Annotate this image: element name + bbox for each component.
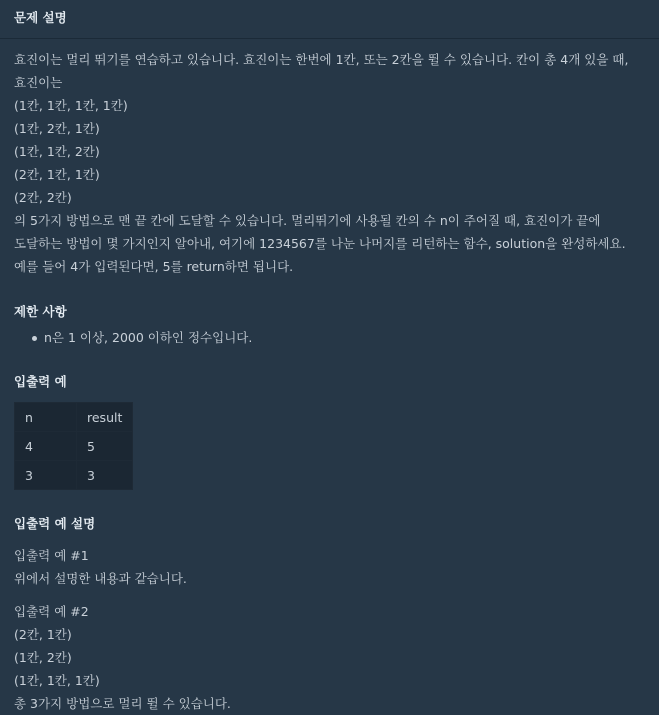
table-header-row xyxy=(15,403,133,432)
case-line: (1칸, 1칸, 1칸, 1칸) xyxy=(14,98,128,113)
example-2-line: (1칸, 1칸, 1칸) xyxy=(14,673,100,688)
example-2-line: (2칸, 1칸) xyxy=(14,627,72,642)
page-title: 문제 설명 xyxy=(14,10,67,25)
example-1-text: 위에서 설명한 내용과 같습니다. xyxy=(14,571,187,586)
description-intro: 효진이는 멀리 뛰기를 연습하고 있습니다. 효진이는 한번에 1칸, 또는 2칸을 뛸 수 있습니다. 칸이 총 4개 있을 때, 효진이는 xyxy=(14,52,629,90)
table-cell: 4 xyxy=(15,432,77,461)
examples-title: 입출력 예 xyxy=(14,374,67,389)
description-outro: 의 5가지 방법으로 맨 끝 칸에 도달할 수 있습니다. 멀리뛰기에 사용될 칸의 수 n이 주어질 때, 효진이가 끝에 도달하는 방법이 몇 가지인지 알아내, 여기에 1234567를 나눈 나머지를 리턴하는 함수, solution을 완성하세요. 예를 들어 4가 입력된다면, 5를 return하면 됩니다. xyxy=(14,213,626,274)
table-cell: 5 xyxy=(77,432,133,461)
explanation-title: 입출력 예 설명 xyxy=(14,516,96,531)
table-cell: 3 xyxy=(77,461,133,490)
title-divider xyxy=(0,38,659,39)
constraint-item: n은 1 이상, 2000 이하인 정수입니다. xyxy=(32,328,645,348)
example-1-title: 입출력 예 #1 xyxy=(14,548,89,563)
table-cell: 3 xyxy=(15,461,77,490)
table-row xyxy=(15,432,133,461)
constraints-list xyxy=(14,328,645,348)
column-header-result: result xyxy=(77,403,133,432)
column-header-n: n xyxy=(15,403,77,432)
table-row xyxy=(15,461,133,490)
constraints-title: 제한 사항 xyxy=(14,304,67,319)
case-line: (1칸, 2칸, 1칸) xyxy=(14,121,100,136)
example-2-line: 총 3가지 방법으로 멀리 뛸 수 있습니다. xyxy=(14,696,231,711)
case-line: (1칸, 1칸, 2칸) xyxy=(14,144,100,159)
case-line: (2칸, 1칸, 1칸) xyxy=(14,167,100,182)
examples-table xyxy=(14,402,133,490)
case-line: (2칸, 2칸) xyxy=(14,190,72,205)
example-2-title: 입출력 예 #2 xyxy=(14,604,89,619)
example-2-line: (1칸, 2칸) xyxy=(14,650,72,665)
